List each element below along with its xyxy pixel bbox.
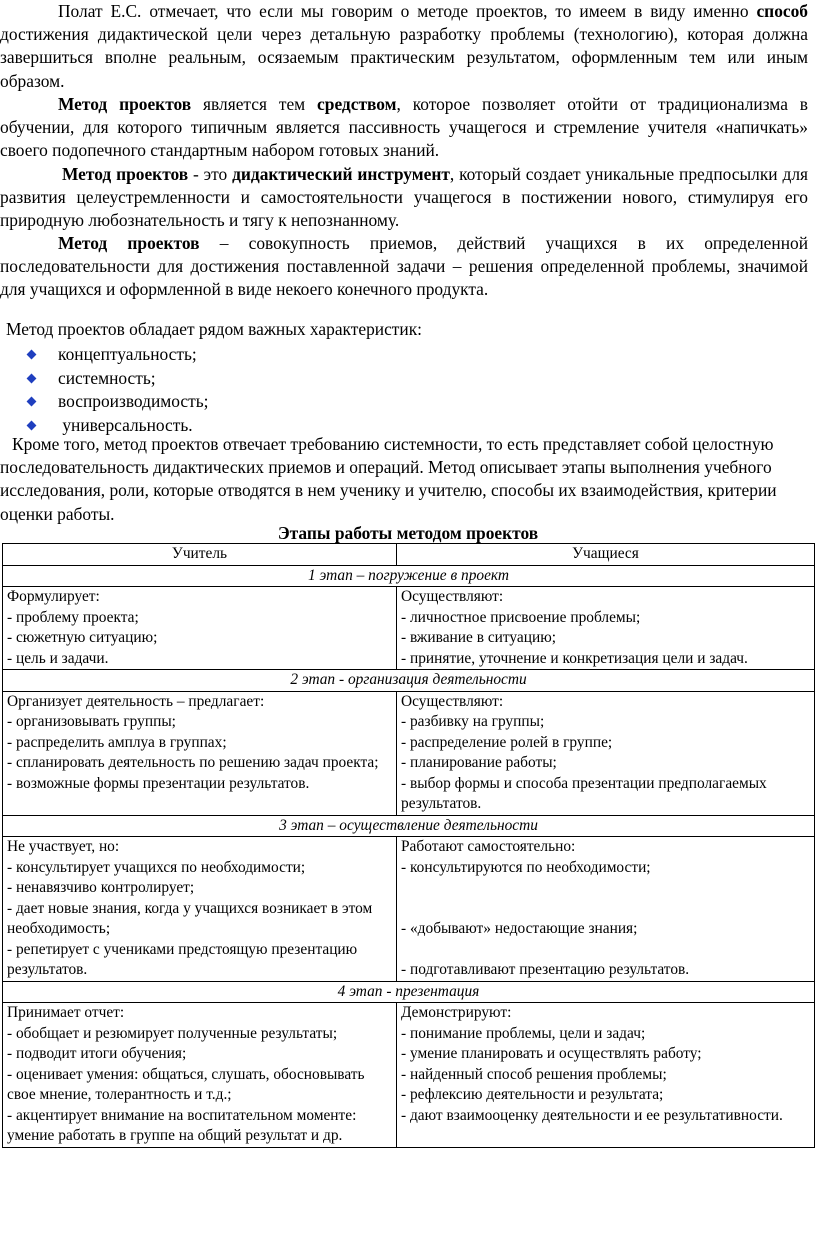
table-header-row bbox=[3, 544, 815, 566]
students-line: - вживание в ситуацию; bbox=[401, 629, 556, 646]
teacher-line: - проблему проекта; bbox=[7, 608, 139, 626]
table-row bbox=[3, 587, 815, 670]
paragraph bbox=[0, 232, 808, 302]
students-line: Осуществляют: bbox=[401, 588, 504, 605]
students-line: - умение планировать и осуществлять работу; bbox=[401, 1045, 702, 1062]
list-item bbox=[28, 343, 208, 367]
list-item-text: концептуальность; bbox=[58, 344, 197, 364]
students-line: - распределение ролей в группе; bbox=[401, 733, 613, 751]
teacher-cell bbox=[3, 1003, 397, 1148]
teacher-line: Организует деятельность – предлагает: bbox=[7, 692, 265, 710]
teacher-cell bbox=[3, 691, 397, 815]
teacher-cell bbox=[3, 837, 397, 982]
teacher-line: - возможные формы презентации результатов. bbox=[7, 774, 310, 792]
stage-title: 4 этап - презентация bbox=[3, 981, 815, 1003]
blank-line bbox=[401, 940, 810, 961]
teacher-line: - оценивает умения: общаться, слушать, обосновывать свое мнение, толерантность и т.д.; bbox=[7, 1065, 365, 1103]
teacher-line: - дает новые знания, когда у учащихся возникает в этом необходимость; bbox=[7, 899, 373, 937]
teacher-line: Не участвует, но: bbox=[7, 838, 120, 855]
bold-term: Метод проектов bbox=[62, 164, 189, 184]
teacher-line: - обобщает и резюмирует полученные результаты; bbox=[7, 1024, 338, 1042]
students-line: - рефлексию деятельности и результата; bbox=[401, 1086, 664, 1103]
students-cell bbox=[397, 837, 815, 982]
teacher-line: - репетирует с учениками предстоящую презентацию результатов. bbox=[7, 940, 358, 978]
students-line: - подготавливают презентацию результатов. bbox=[401, 961, 690, 978]
list-item-text: универсальность. bbox=[58, 414, 193, 435]
paragraph-text: является тем bbox=[191, 94, 318, 114]
teacher-line: - цель и задачи. bbox=[7, 649, 109, 667]
paragraph bbox=[0, 0, 808, 93]
students-line: - понимание проблемы, цели и задач; bbox=[401, 1024, 646, 1042]
paragraph bbox=[0, 163, 808, 233]
students-line: - выбор формы и способа презентации предполагаемых результатов. bbox=[401, 774, 767, 812]
students-line: Работают самостоятельно: bbox=[401, 838, 576, 855]
students-line: - планирование работы; bbox=[401, 754, 557, 771]
students-cell bbox=[397, 1003, 815, 1148]
bold-term: способ bbox=[756, 1, 808, 21]
list-item-text: системность; bbox=[58, 367, 156, 388]
table-row bbox=[3, 1003, 815, 1148]
stage-title-row bbox=[3, 981, 815, 1003]
students-line: Демонстрируют: bbox=[401, 1004, 512, 1021]
paragraph-text: - это bbox=[188, 164, 233, 184]
table-row bbox=[3, 837, 815, 982]
header-students: Учащиеся bbox=[397, 544, 815, 566]
teacher-line: Принимает отчет: bbox=[7, 1004, 125, 1021]
paragraph-text: достижения дидактической цели через детальную разработку проблемы (технологию), которая должна завершиться вполне реальным, осязаемым практическим результатом, оформленным тем или иным образом. bbox=[0, 24, 808, 91]
students-line: - разбивку на группы; bbox=[401, 713, 545, 730]
teacher-line: - организовывать группы; bbox=[7, 713, 176, 730]
students-line: - принятие, уточнение и конкретизация цели и задач. bbox=[401, 649, 748, 667]
teacher-line: Формулирует: bbox=[7, 588, 100, 605]
diamond-bullet-icon bbox=[27, 373, 37, 383]
teacher-line: - сюжетную ситуацию; bbox=[7, 629, 158, 646]
students-line: Осуществляют: bbox=[401, 692, 504, 710]
paragraph bbox=[0, 93, 808, 163]
bold-term: дидактический инструмент bbox=[232, 164, 450, 184]
students-cell bbox=[397, 691, 815, 815]
teacher-line: - ненавязчиво контролирует; bbox=[7, 879, 195, 896]
teacher-cell bbox=[3, 587, 397, 670]
characteristics-intro: Метод проектов обладает рядом важных характеристик: bbox=[6, 319, 422, 339]
stage-title-row bbox=[3, 565, 815, 587]
project-stages-table bbox=[2, 543, 815, 1148]
students-line: - личностное присвоение проблемы; bbox=[401, 608, 641, 626]
paragraph-text: , который создает уникальные предпосылки для развития целеустремленности и самостоятельности учащегося в постижении нового, стимулируя его природную любознательность и тягу к непознанному. bbox=[0, 164, 809, 231]
stage-title: 3 этап – осуществление деятельности bbox=[3, 815, 815, 837]
students-line: - «добывают» недостающие знания; bbox=[401, 920, 638, 937]
paragraph-text: Полат Е.С. отмечает, что если мы говорим о методе проектов, то имеем в виду именно bbox=[58, 1, 757, 21]
systemness-paragraph: Кроме того, метод проектов отвечает требованию системности, то есть представляет собой целостную последовательность дидактических приемов и операций. Метод описывает этапы выполнения учебного исследования, роли, которые отводятся в нем ученику и учителю, способы их взаимодействия, критерии оценки работы. bbox=[0, 434, 777, 524]
students-line: - консультируются по необходимости; bbox=[401, 858, 651, 876]
diamond-bullet-icon bbox=[27, 420, 37, 430]
bold-term: Метод проектов bbox=[58, 233, 200, 253]
students-line: - найденный способ решения проблемы; bbox=[401, 1065, 667, 1083]
diamond-bullet-icon bbox=[27, 397, 37, 407]
students-line: - дают взаимооценку деятельности и ее результативности. bbox=[401, 1106, 783, 1124]
blank-line bbox=[401, 899, 810, 920]
paragraph-text: – совокупность приемов, действий учащихся в их определенной последовательности для достижения поставленной задачи – решения определенной проблемы, значимой для учащихся и оформленной в виде некоего конечного продукта. bbox=[0, 233, 808, 300]
table-body bbox=[3, 565, 815, 1147]
paragraph-text: , которое позволяет отойти от традиционализма в обучении, для которого типичным является пассивность учащегося и стремление учителя «напичкать» своего подопечного стандартным набором готовых знаний. bbox=[0, 94, 809, 161]
table-caption: Этапы работы методом проектов bbox=[277, 523, 539, 543]
teacher-line: - распределить амплуа в группах; bbox=[7, 733, 227, 751]
bold-term: Метод проектов bbox=[58, 94, 192, 114]
teacher-line: - спланировать деятельность по решению задач проекта; bbox=[7, 754, 379, 771]
teacher-line: - консультирует учащихся по необходимости; bbox=[7, 858, 306, 876]
list-item bbox=[28, 367, 208, 391]
stage-title: 1 этап – погружение в проект bbox=[3, 565, 815, 587]
header-teacher: Учитель bbox=[3, 544, 397, 566]
bold-term: средством bbox=[317, 94, 397, 114]
teacher-line: - акцентирует внимание на воспитательном моменте: умение работать в группе на общий результат и др. bbox=[7, 1106, 357, 1144]
stage-title-row bbox=[3, 815, 815, 837]
diamond-bullet-icon bbox=[27, 350, 37, 360]
table-row bbox=[3, 691, 815, 815]
teacher-line: - подводит итоги обучения; bbox=[7, 1045, 187, 1062]
stage-title-row bbox=[3, 670, 815, 692]
students-cell bbox=[397, 587, 815, 670]
stage-title: 2 этап - организация деятельности bbox=[3, 670, 815, 692]
list-item-text: воспроизводимость; bbox=[58, 391, 209, 411]
list-item bbox=[28, 390, 208, 414]
characteristics-list bbox=[28, 343, 208, 437]
blank-line bbox=[401, 878, 810, 899]
